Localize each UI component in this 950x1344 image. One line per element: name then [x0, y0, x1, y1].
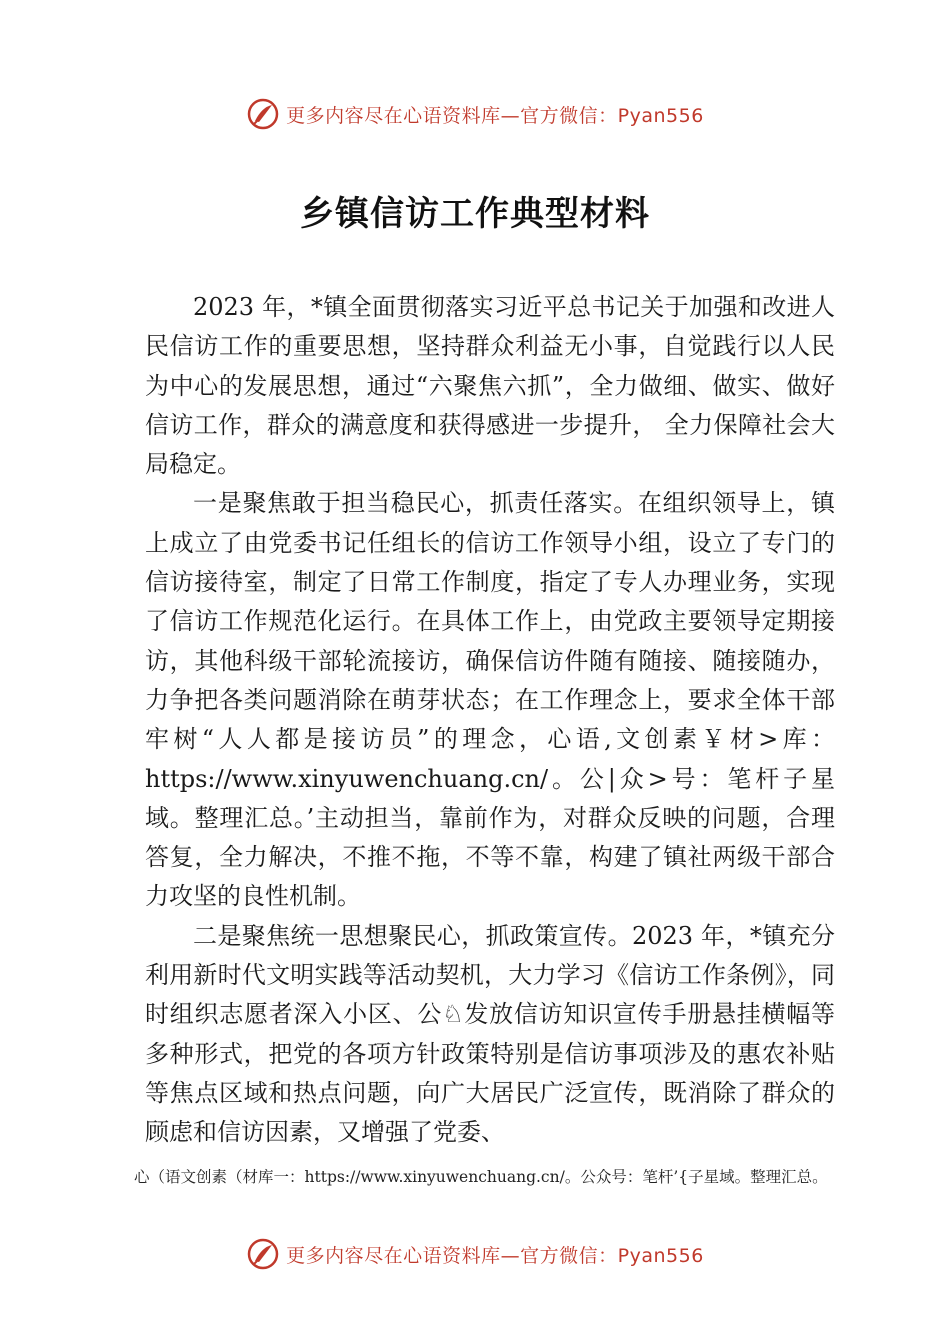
banner-text: 更多内容尽在心语资料库—官方微信：Pyan556 — [286, 1244, 704, 1267]
paragraph: 二是聚焦统一思想聚民心，抓政策宣传。2023 年，*镇充分利用新时代文明实践等活动契机，大力学习《信访工作条例》，同时组织志愿者深入小区、公♘发放信访知识宣传手册悬挂横幅等多种形式，把党的各项方针政策特别是信访事项涉及的惠农补贴等焦点区域和热点问题，向广大居民广泛宣传，既消除了群众的顾虑和信访因素，又增强了党委、 — [145, 921, 835, 1147]
paragraph: 2023 年，*镇全面贯彻落实习近平总书记关于加强和改进人民信访工作的重要思想，坚持群众利益无小事，自觉践行以人民为中心的发展思想，通过“六聚焦六抓”，全力做细、做实、做好信访工作，群众的满意度和获得感进一步提升， 全力保障社会大局稳定。 — [145, 293, 835, 479]
document-title: 乡镇信访工作典型材料 — [300, 194, 650, 234]
banner-text: 更多内容尽在心语资料库—官方微信：Pyan556 — [286, 104, 704, 127]
header-banner — [0, 94, 950, 134]
document-body — [145, 288, 835, 1153]
paragraph: 一是聚焦敢于担当稳民心，抓责任落实。在组织领导上，镇上成立了由党委书记任组长的信访工作领导小组，设立了专门的信访接待室，制定了日常工作制度，指定了专人办理业务，实现了信访工作规范化运行。在具体工作上，由党政主要领导定期接访，其他科级干部轮流接访，确保信访件随有随接、随接随办，力争把各类问题消除在萌芽状态；在工作理念上，要求全体干部牢树“人人都是接访员”的理念，心语,文创素￥材>库：https://www.xinyuwenchuang.cn/。公|众>号：笔杆子星域。整理汇总。’主动担当，靠前作为，对群众反映的问题，合理答复，全力解决，不推不拖，不等不靠，构建了镇社两级干部合力攻坚的良性机制。 — [145, 489, 835, 911]
footer-banner — [0, 1234, 950, 1274]
brush-logo-icon — [246, 1237, 280, 1271]
footnote: 心（语文创素（材库一：https://www.xinyuwenchuang.cn/。公众号：笔杆’{子星域。整理汇总。 — [134, 1168, 828, 1186]
brush-logo-icon — [246, 97, 280, 131]
